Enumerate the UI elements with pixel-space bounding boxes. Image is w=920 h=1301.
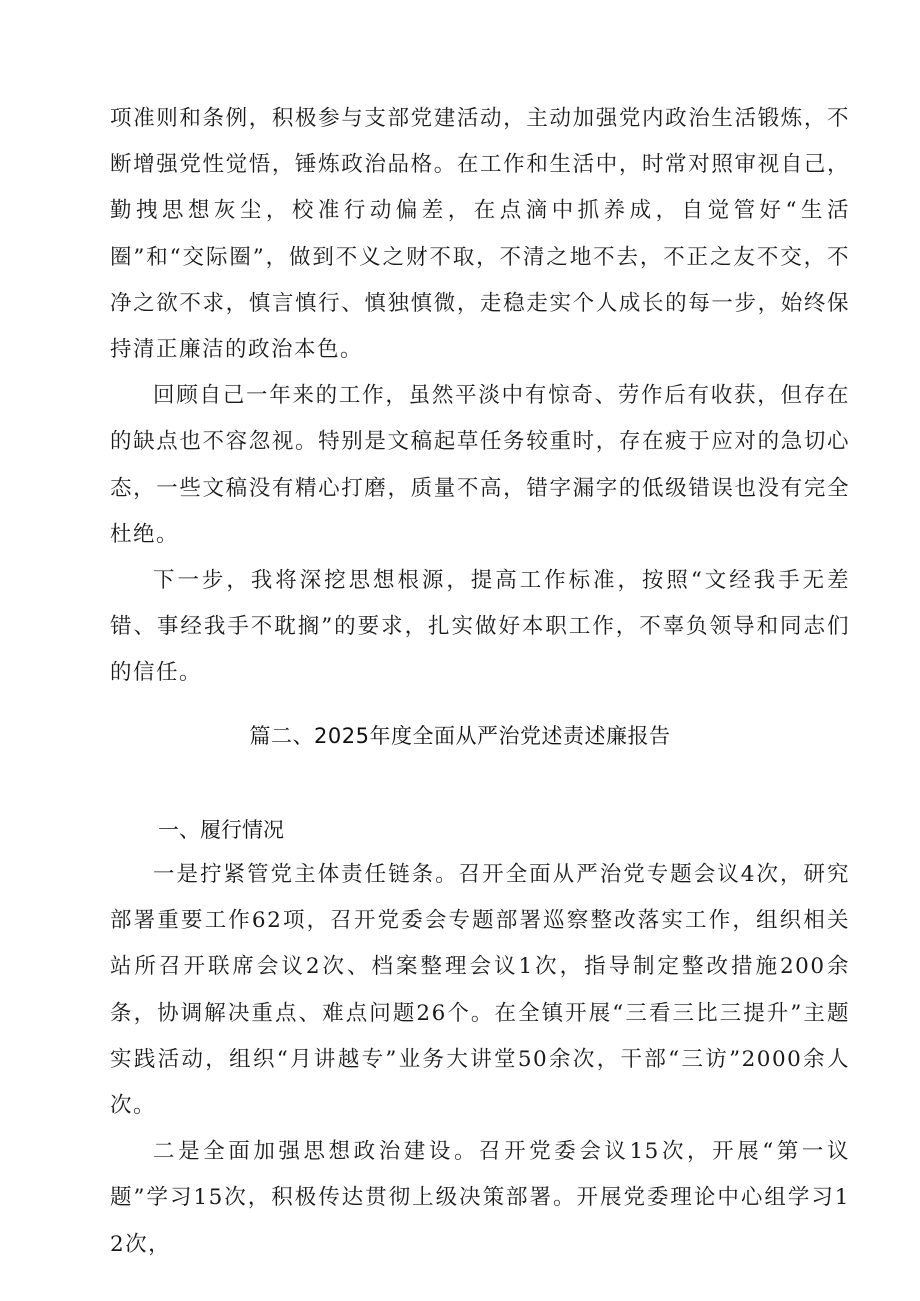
top-text-block <box>110 96 850 697</box>
subsection-title: 一、履行情况 <box>158 818 284 842</box>
bottom-text-block <box>110 852 850 1268</box>
body-paragraph-continued: 项准则和条例，积极参与支部党建活动，主动加强党内政治生活锻炼，不断增强党性觉悟，锤炼政治品格。在工作和生活中，时常对照审视自己，勤拽思想灰尘，校准行动偏差，在点滴中抓养成，自觉管好“生活圈”和“交际圈”，做到不义之财不取，不清之地不去，不正之友不交，不净之欲不求，慎言慎行、慎独慎微，走稳走实个人成长的每一步，始终保持清正廉洁的政治本色。 <box>110 106 850 363</box>
body-paragraph-next-step: 下一步，我将深挖思想根源，提高工作标准，按照“文经我手无差错、事经我手不耽搁”的要求，扎实做好本职工作，不辜负领导和同志们的信任。 <box>110 568 850 686</box>
section-title: 篇二、2025年度全面从严治党述责述廉报告 <box>249 724 671 748</box>
body-paragraph-responsibility: 一是拧紧管党主体责任链条。召开全面从严治党专题会议4次，研究部署重要工作62项，召开党委会专题部署巡察整改落实工作，组织相关站所召开联席会议2次、档案整理会议1次，指导制定整改措施200余条，协调解决重点、难点问题26个。在全镇开展“三看三比三提升”主题实践活动，组织“月讲越专”业务大讲堂50余次，干部“三访”2000余人次。 <box>110 862 850 1119</box>
body-paragraph-review: 回顾自己一年来的工作，虽然平淡中有惊奇、劳作后有收获，但存在的缺点也不容忽视。特别是文稿起草任务较重时，存在疲于应对的急切心态，一些文稿没有精心打磨，质量不高，错字漏字的低级错误也没有完全杜绝。 <box>110 383 850 547</box>
body-paragraph-ideology: 二是全面加强思想政治建设。召开党委会议15次，开展“第一议题”学习15次，积极传达贯彻上级决策部署。开展党委理论中心组学习12次， <box>110 1139 850 1257</box>
